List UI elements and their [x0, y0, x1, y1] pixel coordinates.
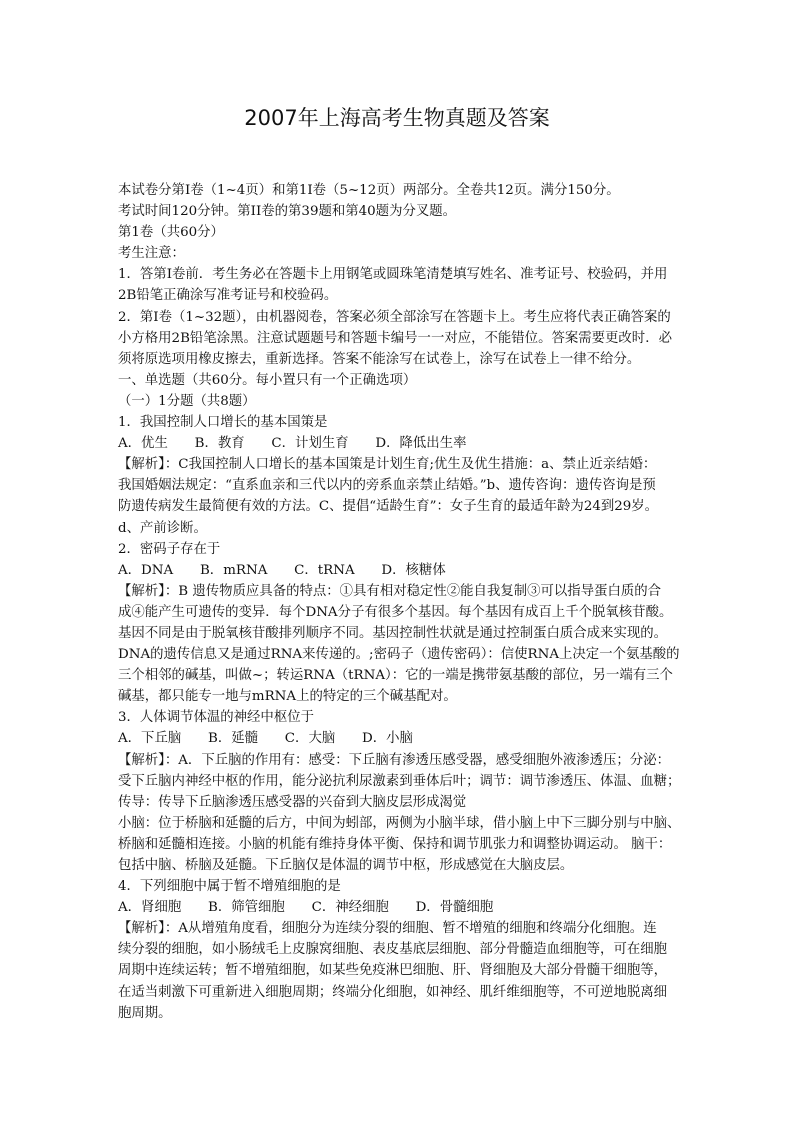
text-line: 考试时间120分钟。第II卷的第39题和第40题为分叉题。	[118, 204, 457, 220]
text-line: 1．答第Ⅰ卷前．考生务必在答题卡上用钢笔或圆珠笔清楚填写姓名、准考证号、校验码，并用	[118, 267, 668, 283]
text-line: 【解析】：A从增殖角度看，细胞分为连续分裂的细胞、暂不增殖的细胞和终端分化细胞。连	[118, 921, 657, 937]
text-line: 受下丘脑内神经中枢的作用，能分泌抗利尿激素到垂体后叶；调节：调节渗透压、体温、血糖；	[118, 773, 681, 789]
text-line: 在适当刺激下可重新进入细胞周期；终端分化细胞，如神经、肌纤维细胞等，不可逆地脱离细	[118, 984, 668, 1000]
text-line: 本试卷分第Ⅰ卷（1~4页）和第1I卷（5~12页）两部分。全卷共12页。满分150分。	[118, 183, 620, 198]
text-line: 考生注意：	[118, 246, 185, 262]
text-line: 一、单选题（共60分。每小置只有一个正确选项）	[118, 372, 417, 388]
text-line: 成④能产生可遗传的变异．每个DNA分子有很多个基因。每个基因有成百上千个脱氧核苷酸。	[118, 604, 673, 620]
text-line: 2B铅笔正确涂写准考证号和校验码。	[118, 288, 338, 304]
text-line: A．肾细胞 B．筛管细胞 C．神经细胞 D．骨髓细胞	[118, 900, 494, 916]
text-line: 三个相邻的碱基，叫做~；转运RNA（tRNA）：它的一端是携带氨基酸的部位，另一端有三个	[118, 668, 673, 684]
text-line: 桥脑和延髓相连接。小脑的机能有维持身体平衡、保持和调节肌张力和调整协调运动。 脑干：	[118, 836, 672, 852]
text-line: 续分裂的细胞，如小肠绒毛上皮腺窝细胞、表皮基底层细胞、部分骨髓造血细胞等，可在细胞	[118, 942, 668, 958]
text-line: A．优生 B．教育 C．计划生育 D．降低出生率	[118, 436, 467, 452]
text-line: 小脑：位于桥脑和延髓的后方，中间为蚓部，两侧为小脑半球，借小脑上中下三脚分别与中脑、	[118, 815, 681, 831]
text-line: 3．人体调节体温的神经中枢位于	[118, 710, 314, 726]
text-line: 【解析】：C我国控制人口增长的基本国策是计划生育;优生及优生措施：a、禁止近亲结婚：	[118, 457, 657, 473]
text-line: 2．第Ⅰ卷（1~32题），由机器阅卷，答案必须全部涂写在答题卡上。考生应将代表正确答案的	[118, 309, 671, 325]
text-line: 防遗传病发生最简便有效的方法。C、提倡“适龄生育”：女子生育的最适年龄为24到29岁。	[118, 499, 659, 515]
text-line: 须将原选项用橡皮擦去，重新选择。答案不能涂写在试卷上，涂写在试卷上一律不给分。	[118, 351, 641, 367]
document-title: 2007年上海高考生物真题及答案	[244, 106, 550, 130]
text-line: 胞周期。	[118, 1005, 172, 1021]
text-line: 4．下列细胞中属于暂不增殖细胞的是	[118, 879, 341, 895]
text-line: 周期中连续运转；暂不增殖细胞，如某些免疫淋巴细胞、肝、肾细胞及大部分骨髓干细胞等，	[118, 963, 668, 979]
text-line: （一）1分题（共8题）	[118, 393, 256, 409]
text-line: 基因不同是由于脱氧核苷酸排列顺序不同。基因控制性状就是通过控制蛋白质合成来实现的。	[118, 625, 668, 641]
text-line: 包括中脑、桥脑及延髓。下丘脑仅是体温的调节中枢，形成感觉在大脑皮层。	[118, 858, 574, 873]
text-line: 第1卷（共60分）	[118, 225, 224, 241]
text-line: A．下丘脑 B．延髓 C．大脑 D．小脑	[118, 731, 413, 747]
text-line: 2．密码子存在于	[118, 541, 221, 557]
text-line: 碱基，都只能专一地与mRNA上的特定的三个碱基配对。	[118, 689, 457, 705]
document-body	[118, 180, 702, 1024]
text-line: 1．我国控制人口增长的基本国策是	[118, 415, 328, 431]
text-line: d、产前诊断。	[118, 520, 207, 536]
text-line: 我国婚姻法规定：“直系血亲和三代以内的旁系血亲禁止结婚。”b、遗传咨询：遗传咨询是预	[118, 478, 656, 494]
text-line: 小方格用2B铅笔涂黑。注意试题题号和答题卡编号一一对应，不能错位。答案需要更改时．必	[118, 330, 672, 346]
text-line: A．DNA B．mRNA C．tRNA D．核糖体	[118, 562, 446, 578]
text-line: 【解析】：A．下丘脑的作用有：感受：下丘脑有渗透压感受器，感受细胞外液渗透压；分泌：	[118, 752, 670, 768]
text-line: 传导：传导下丘脑渗透压感受器的兴奋到大脑皮层形成渴觉	[118, 794, 467, 810]
text-line: DNA的遗传信息又是通过RNA来传递的。;密码子（遗传密码）：信使RNA上决定一个氨基酸的	[118, 647, 680, 663]
text-line: 【解析】：B 遗传物质应具备的特点：①具有相对稳定性②能自我复制③可以指导蛋白质的合	[118, 583, 662, 599]
